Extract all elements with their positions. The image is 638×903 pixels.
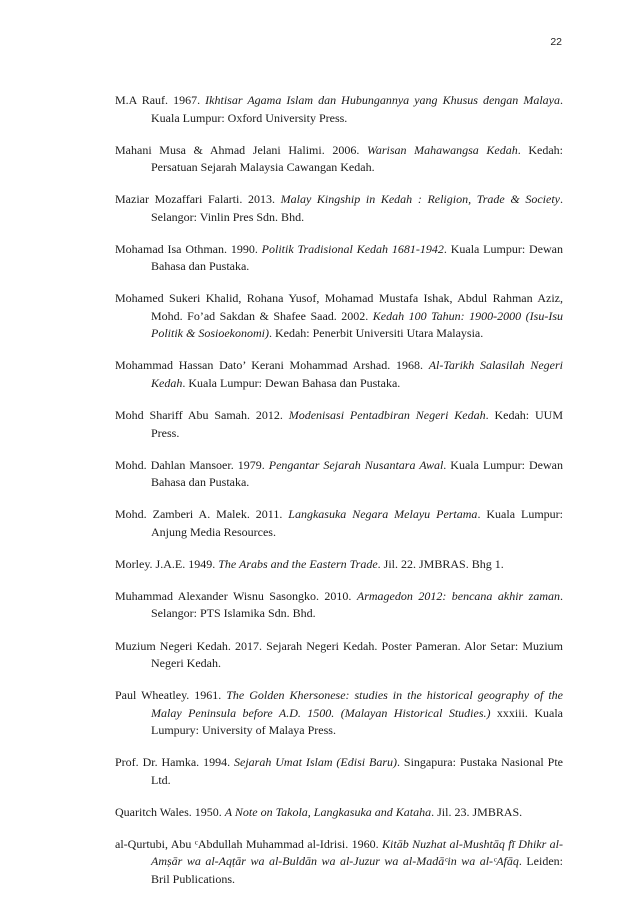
reference-author-year: Mohamed Sukeri Khalid, Rohana Yusof, Mohamad Mustafa Ishak, Abdul Rahman Aziz, Mohd. Fo’ad Sakdan & Shafee Saad. 2002. xyxy=(115,291,563,323)
reference-entry xyxy=(115,457,563,492)
reference-title: Warisan Mahawangsa Kedah xyxy=(366,142,518,157)
reference-entry xyxy=(115,407,563,442)
reference-author-year: Mohd Shariff Abu Samah. 2012. xyxy=(115,408,289,423)
reference-entry xyxy=(115,754,563,789)
reference-author-year: Morley. J.A.E. 1949. xyxy=(115,556,219,571)
reference-publisher: . Kuala Lumpur: Anjung Media Resources. xyxy=(151,507,563,539)
reference-title: A Note on Takola, Langkasuka and Kataha xyxy=(224,804,432,819)
reference-title: Politik Tradisional Kedah 1681-1942 xyxy=(261,241,444,256)
reference-publisher: . Kuala Lumpur: Dewan Bahasa dan Pustaka. xyxy=(151,241,564,274)
reference-author-year: Paul Wheatley. 1961. xyxy=(115,688,227,703)
reference-entry xyxy=(115,92,563,127)
reference-title: Ikhtisar Agama Islam dan Hubungannya yang Khusus dengan Malaya xyxy=(205,93,561,107)
reference-publisher: . Kedah: Penerbit Universiti Utara Malaysia. xyxy=(268,326,484,341)
reference-title: Malay Kingship in Kedah : Religion, Trade & Society xyxy=(280,192,560,207)
reference-title: Modenisasi Pentadbiran Negeri Kedah xyxy=(288,408,486,423)
reference-entry xyxy=(115,142,563,177)
reference-publisher: . Jil. 22. JMBRAS. Bhg 1. xyxy=(377,556,504,571)
reference-publisher: . Leiden: Bril Publications. xyxy=(151,854,563,886)
reference-author-year: Maziar Mozaffari Falarti. 2013. xyxy=(115,192,281,207)
reference-author-year: Mohd. Zamberi A. Malek. 2011. xyxy=(115,507,289,522)
reference-publisher: . Kedah: Persatuan Sejarah Malaysia Cawangan Kedah. xyxy=(151,142,563,175)
reference-title: Pengantar Sejarah Nusantara Awal xyxy=(268,457,444,472)
reference-author-year: Mohd. Dahlan Mansoer. 1979. xyxy=(115,457,269,472)
reference-entry xyxy=(115,836,563,889)
reference-title: Kitāb Nuzhat al-Mushtāq fī Dhikr al-Amṣār wa al-Aqṭār wa al-Buldān wa al-Juzur wa al-Madāᶜin wa al-ᶜAfāq xyxy=(151,836,563,869)
reference-entry xyxy=(115,687,563,740)
page-number: 22 xyxy=(550,36,562,48)
reference-entry xyxy=(115,638,563,673)
reference-publisher: . Kuala Lumpur: Dewan Bahasa dan Pustaka. xyxy=(151,457,563,490)
reference-title: Al-Tarikh Salasilah Negeri Kedah xyxy=(151,358,563,390)
reference-author-year: Mohammad Hassan Dato’ Kerani Mohammad Arshad. 1968. xyxy=(115,358,429,373)
reference-entry xyxy=(115,804,563,822)
reference-title: The Arabs and the Eastern Trade xyxy=(218,556,378,571)
reference-entry xyxy=(115,556,563,574)
reference-entry xyxy=(115,506,563,541)
reference-title: The Golden Khersonese: studies in the historical geography of the Malay Peninsula before A.D. 1500. (Malayan Historical Studies.) xyxy=(151,688,563,720)
reference-author-year: Muhammad Alexander Wisnu Sasongko. 2010. xyxy=(115,588,357,603)
reference-publisher: . Kedah: UUM Press. xyxy=(151,408,563,440)
reference-title: Sejarah Umat Islam (Edisi Baru) xyxy=(234,755,397,770)
reference-publisher: . Kuala Lumpur: Oxford University Press. xyxy=(151,93,564,125)
reference-entry xyxy=(115,191,563,226)
reference-entry xyxy=(115,290,563,343)
reference-title: Armagedon 2012: bencana akhir zaman xyxy=(356,588,560,603)
reference-list xyxy=(115,92,563,903)
reference-title: Langkasuka Negara Melayu Pertama xyxy=(288,507,478,522)
reference-publisher: . Selangor: PTS Islamika Sdn. Bhd. xyxy=(151,588,563,621)
reference-entry xyxy=(115,588,563,623)
reference-author-year: Prof. Dr. Hamka. 1994. xyxy=(115,755,234,770)
reference-entry xyxy=(115,241,563,276)
reference-publisher: . Selangor: Vinlin Pres Sdn. Bhd. xyxy=(151,192,563,224)
reference-author-year: M.A Rauf. 1967. xyxy=(115,93,206,107)
reference-title: Kedah 100 Tahun: 1900-2000 (Isu-Isu Politik & Sosioekonomi) xyxy=(151,308,563,341)
reference-publisher: . Singapura: Pustaka Nasional Pte Ltd. xyxy=(151,755,563,787)
reference-publisher: xxxiii. Kuala Lumpury: University of Malaya Press. xyxy=(151,705,563,738)
reference-author-year: Mohamad Isa Othman. 1990. xyxy=(115,241,262,256)
reference-author-year: al-Qurtubi, Abu ᶜAbdullah Muhammad al-Idrisi. 1960. xyxy=(115,836,383,851)
reference-entry xyxy=(115,357,563,392)
reference-author-year: Muzium Negeri Kedah. 2017. Sejarah Negeri Kedah. Poster Pameran. Alor Setar: Muzium Negeri Kedah. xyxy=(115,638,563,671)
reference-publisher: . Kuala Lumpur: Dewan Bahasa dan Pustaka. xyxy=(182,375,401,390)
reference-publisher: . Jil. 23. JMBRAS. xyxy=(431,804,523,819)
reference-author-year: Quaritch Wales. 1950. xyxy=(115,804,225,819)
reference-author-year: Mahani Musa & Ahmad Jelani Halimi. 2006. xyxy=(115,142,367,157)
